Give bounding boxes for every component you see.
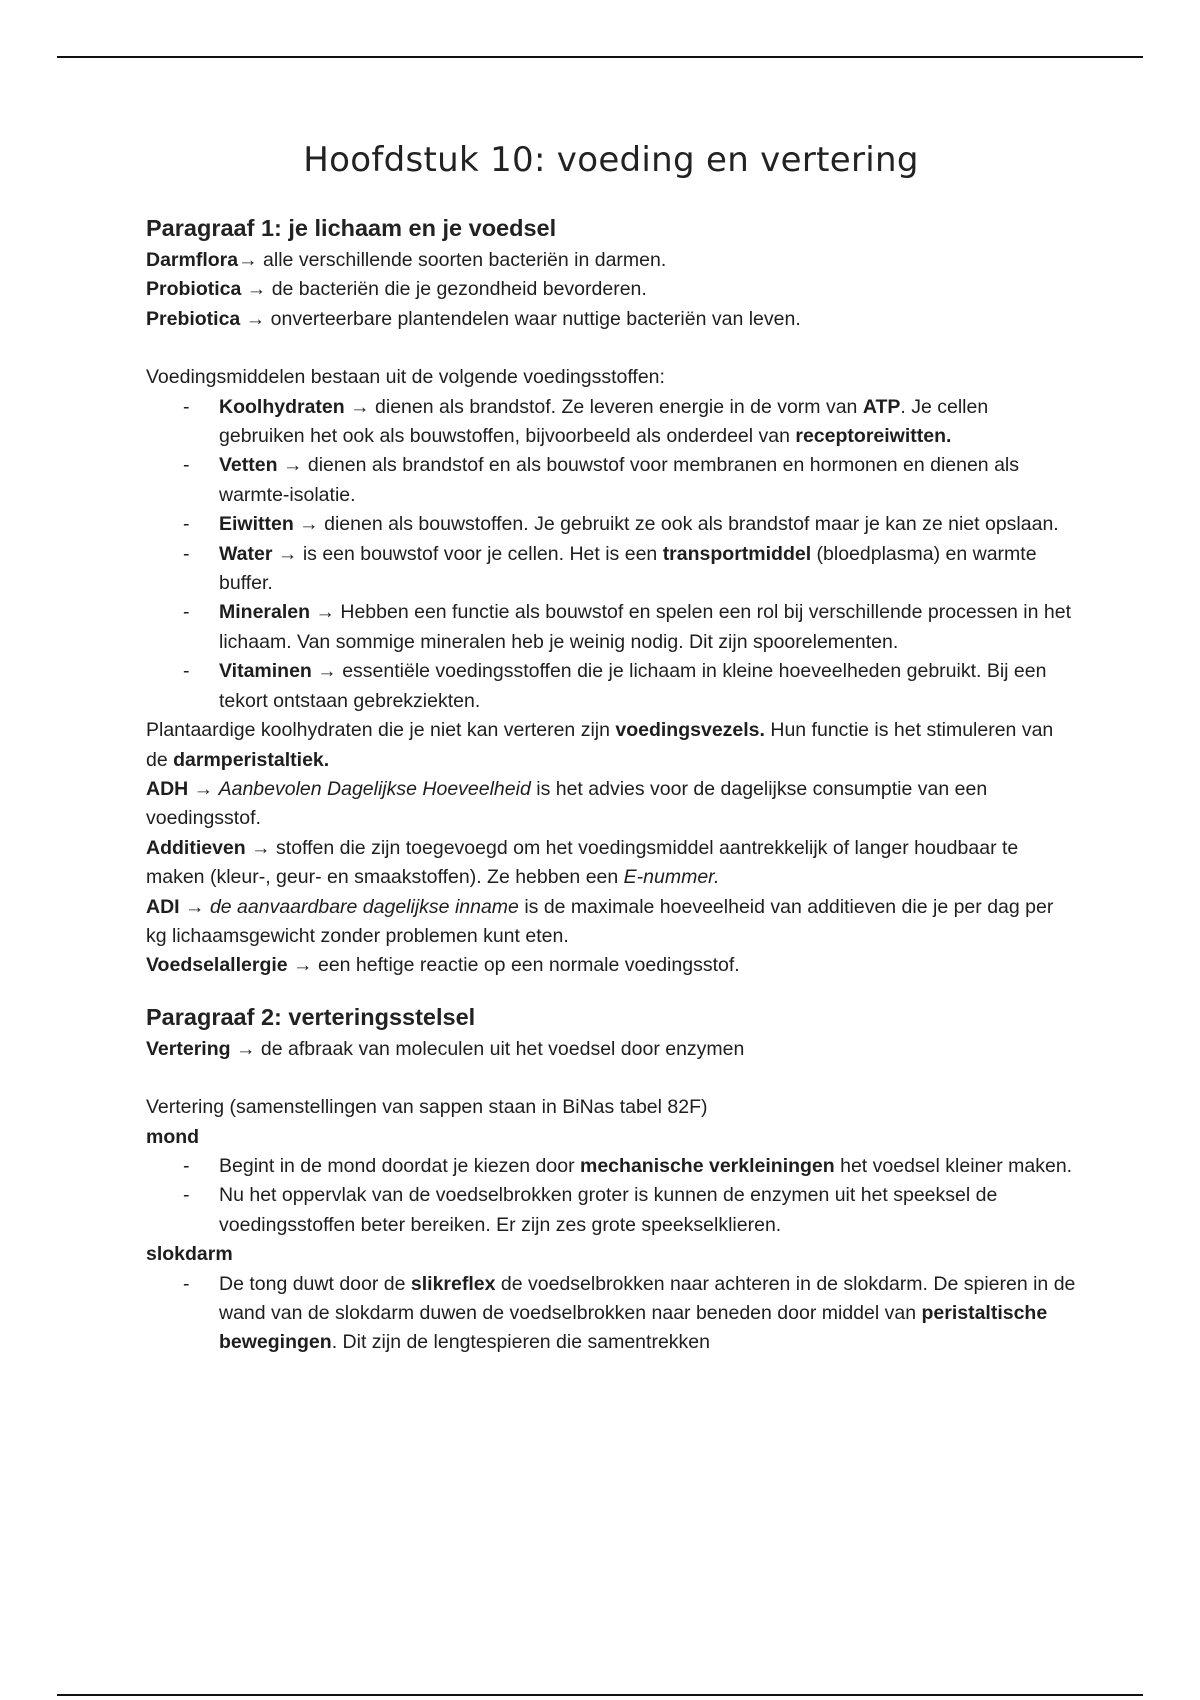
slokdarm-list: [146, 1270, 1076, 1358]
list-item-mineralen: - Mineralen → Hebben een functie als bouwstof en spelen een rol bij verschillende processen in het lichaam. Van sommige mineralen heb je weinig nodig. Dit zijn spoorelementen.: [146, 598, 1076, 657]
definition-voedselallergie: Voedselallergie → een heftige reactie op een normale voedingsstof.: [146, 954, 740, 977]
definition-prebiotica: Prebiotica → onverteerbare plantendelen waar nuttige bacteriën van leven.: [146, 307, 801, 330]
vertering-intro: Vertering (samenstellingen van sappen staan in BiNas tabel 82F): [146, 1096, 708, 1119]
list-item: - De tong duwt door de slikreflex de voedselbrokken naar achteren in de slokdarm. De spieren in de wand van de slokdarm duwen de voedselbrokken naar beneden door middel van peristaltische bewegingen. Dit zijn de lengtespieren die samentrekken: [146, 1270, 1076, 1358]
section-heading-1: Paragraaf 1: je lichaam en je voedsel: [146, 215, 557, 241]
list-item: - Nu het oppervlak van de voedselbrokken groter is kunnen de enzymen uit het speeksel de voedingsstoffen beter bereiken. Er zijn zes grote speekselklieren.: [146, 1181, 1076, 1240]
header-rule: [57, 56, 1143, 58]
list-item-water: - Water → is een bouwstof voor je cellen. Het is een transportmiddel (bloedplasma) en warmte buffer.: [146, 540, 1076, 599]
spacer: [146, 981, 1076, 1003]
spacer: [146, 334, 1076, 363]
definition-adi: ADI → de aanvaardbare dagelijkse inname is de maximale hoeveelheid van additieven die je per dag per kg lichaamsgewicht zonder problemen kunt eten.: [146, 895, 1054, 947]
list-item-vitaminen: - Vitaminen → essentiële voedingsstoffen die je lichaam in kleine hoeveelheden gebruikt. Bij een tekort ontstaan gebrekziekten.: [146, 657, 1076, 716]
mond-list: [146, 1152, 1076, 1240]
section-heading-2: Paragraaf 2: verteringsstelsel: [146, 1003, 476, 1030]
definition-vertering: Vertering → de afbraak van moleculen uit het voedsel door enzymen: [146, 1037, 745, 1060]
list-item-vetten: - Vetten → dienen als brandstof en als bouwstof voor membranen en hormonen en dienen als warmte-isolatie.: [146, 451, 1076, 510]
definition-probiotica: Probiotica → de bacteriën die je gezondheid bevorderen.: [146, 278, 647, 301]
subheading-slokdarm: slokdarm: [146, 1243, 233, 1266]
nutrient-list: [146, 393, 1076, 716]
list-item-eiwitten: - Eiwitten → dienen als bouwstoffen. Je gebruikt ze ook als brandstof maar je kan ze niet opslaan.: [146, 510, 1076, 539]
subheading-mond: mond: [146, 1125, 200, 1148]
list-item-koolhydraten: - Koolhydraten → dienen als brandstof. Ze leveren energie in de vorm van ATP. Je cellen gebruiken het ook als bouwstoffen, bijvoorbeeld als onderdeel van receptoreiwitten.: [146, 393, 1076, 452]
page-title: Hoofdstuk 10: voeding en vertering: [303, 140, 919, 180]
nutrients-intro: Voedingsmiddelen bestaan uit de volgende voedingsstoffen:: [146, 366, 665, 389]
definition-darmflora: Darmflora→ alle verschillende soorten bacteriën in darmen.: [146, 249, 667, 271]
definition-adh: ADH → Aanbevolen Dagelijkse Hoeveelheid is het advies voor de dagelijkse consumptie van een voedingsstof.: [146, 777, 988, 830]
spacer: [146, 1064, 1076, 1093]
list-item: - Begint in de mond doordat je kiezen door mechanische verkleiningen het voedsel kleiner maken.: [146, 1152, 1076, 1181]
paragraph-voedingsvezels: Plantaardige koolhydraten die je niet kan verteren zijn voedingsvezels. Hun functie is het stimuleren van de darmperistaltiek.: [146, 719, 1054, 771]
definition-additieven: Additieven → stoffen die zijn toegevoegd om het voedingsmiddel aantrekkelijk of langer houdbaar te maken (kleur-, geur- en smaakstoffen). Ze hebben een E-nummer.: [146, 836, 1019, 889]
footer-rule: [57, 1694, 1143, 1696]
document-body: [146, 140, 1076, 1358]
